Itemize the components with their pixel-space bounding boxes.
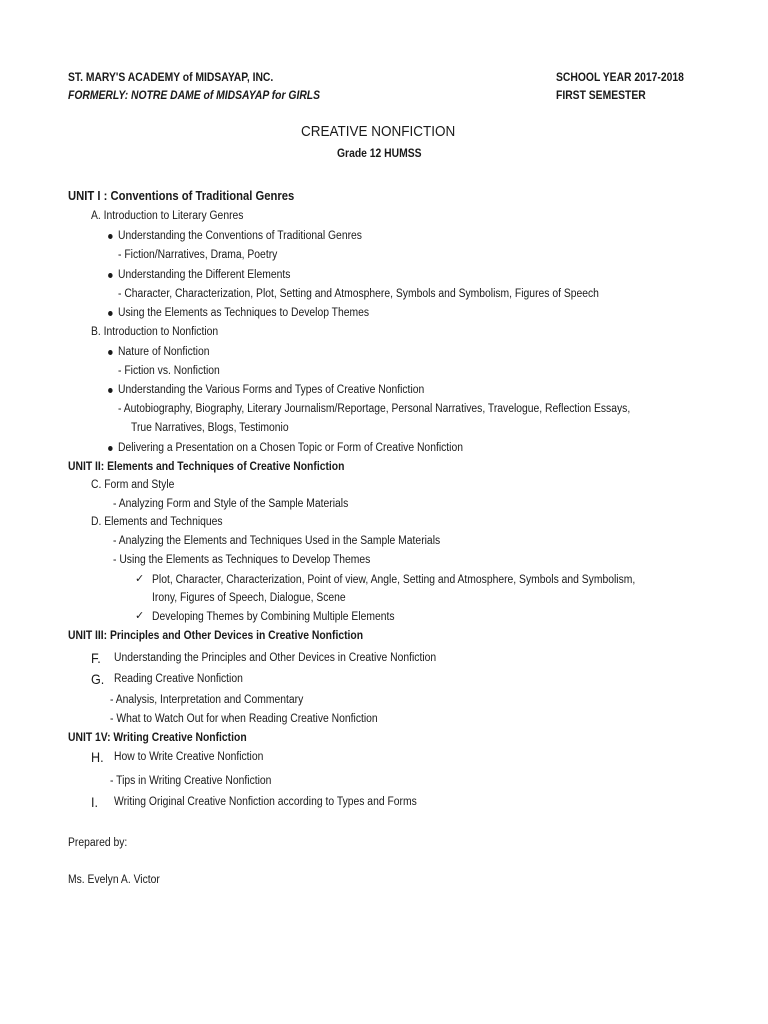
unit-1-dash: - Character, Characterization, Plot, Setting and Atmosphere, Symbols and Symbolism, Figures of Speech xyxy=(118,288,599,300)
unit-2-check-item-cont: Irony, Figures of Speech, Dialogue, Scene xyxy=(152,592,346,604)
unit-2-item-d: D. Elements and Techniques xyxy=(91,516,223,528)
unit-2-dash: - Analyzing Form and Style of the Sample Materials xyxy=(113,498,349,510)
unit-2-dash: - Analyzing the Elements and Techniques Used in the Sample Materials xyxy=(113,535,441,547)
unit-1-item-b: B. Introduction to Nonfiction xyxy=(91,326,219,338)
unit-3-dash: - What to Watch Out for when Reading Creative Nonfiction xyxy=(110,713,378,725)
school-name: ST. MARY'S ACADEMY of MIDSAYAP, INC. xyxy=(68,72,274,84)
unit-1-dash: - Autobiography, Biography, Literary Journalism/Reportage, Personal Narratives, Travelogue, Reflection Essays, xyxy=(118,403,631,415)
unit-4-heading: UNIT 1V: Writing Creative Nonfiction xyxy=(68,732,247,744)
unit-1-bullet: Understanding the Different Elements xyxy=(118,269,291,281)
unit-2-check-item: Plot, Character, Characterization, Point of view, Angle, Setting and Atmosphere, Symbols and Symbolism, xyxy=(152,574,636,586)
unit-2-check-item: Developing Themes by Combining Multiple Elements xyxy=(152,611,395,623)
unit-1-dash: - Fiction vs. Nonfiction xyxy=(118,365,220,377)
page-subtitle: Grade 12 HUMSS xyxy=(337,148,422,160)
unit-3-letter-f: F. xyxy=(91,650,101,666)
unit-4-item-h: How to Write Creative Nonfiction xyxy=(114,751,264,763)
unit-1-heading: UNIT I : Conventions of Traditional Genres xyxy=(68,189,295,203)
prepared-by-label: Prepared by: xyxy=(68,837,128,849)
unit-2-heading: UNIT II: Elements and Techniques of Creative Nonfiction xyxy=(68,461,345,473)
unit-1-bullet: Nature of Nonfiction xyxy=(118,346,210,358)
unit-3-letter-g: G. xyxy=(91,671,105,687)
school-formerly: FORMERLY: NOTRE DAME of MIDSAYAP for GIRLS xyxy=(68,90,321,102)
unit-1-bullet: Understanding the Various Forms and Types of Creative Nonfiction xyxy=(118,384,425,396)
unit-1-bullet: Using the Elements as Techniques to Develop Themes xyxy=(118,307,370,319)
semester: FIRST SEMESTER xyxy=(556,90,646,102)
unit-4-letter-h: H. xyxy=(91,749,104,765)
unit-1-dash-cont: True Narratives, Blogs, Testimonio xyxy=(131,422,289,434)
unit-1-dash: - Fiction/Narratives, Drama, Poetry xyxy=(118,249,278,261)
unit-1-bullet: Understanding the Conventions of Traditional Genres xyxy=(118,230,362,242)
unit-1-bullet: Delivering a Presentation on a Chosen Topic or Form of Creative Nonfiction xyxy=(118,442,463,454)
unit-3-heading: UNIT III: Principles and Other Devices in Creative Nonfiction xyxy=(68,630,364,642)
check-icon: ✓ xyxy=(135,572,145,585)
unit-2-item-c: C. Form and Style xyxy=(91,479,175,491)
unit-4-letter-i: I. xyxy=(91,794,99,810)
check-icon: ✓ xyxy=(135,609,145,622)
unit-3-dash: - Analysis, Interpretation and Commentary xyxy=(110,694,304,706)
unit-3-item-f: Understanding the Principles and Other Devices in Creative Nonfiction xyxy=(114,652,437,664)
unit-4-dash: - Tips in Writing Creative Nonfiction xyxy=(110,775,272,787)
unit-1-item-a: A. Introduction to Literary Genres xyxy=(91,210,244,222)
page-title: CREATIVE NONFICTION xyxy=(301,123,456,140)
unit-2-dash: - Using the Elements as Techniques to Develop Themes xyxy=(113,554,371,566)
preparer-name: Ms. Evelyn A. Victor xyxy=(68,874,160,886)
unit-3-item-g: Reading Creative Nonfiction xyxy=(114,673,243,685)
unit-4-item-i: Writing Original Creative Nonfiction according to Types and Forms xyxy=(114,796,417,808)
school-year: SCHOOL YEAR 2017-2018 xyxy=(556,72,684,84)
